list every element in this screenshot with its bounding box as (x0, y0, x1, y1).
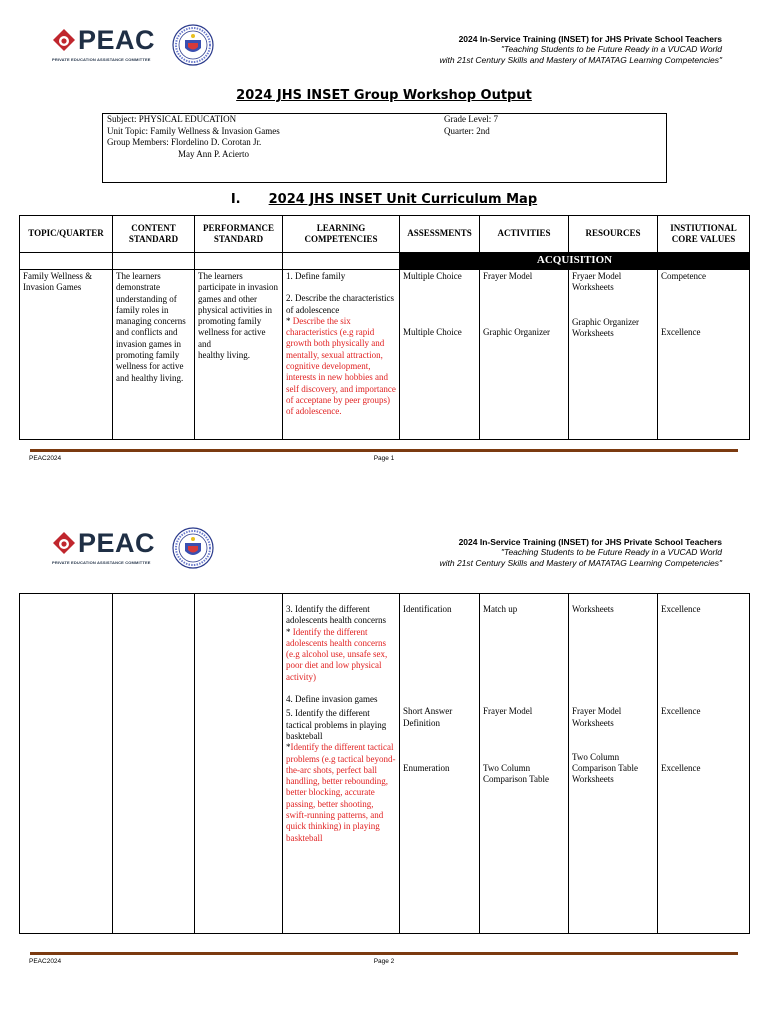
competency-4: 4. Define invasion games (286, 694, 378, 705)
competency-5: 5. Identify the different tactical problems in playing baskteball (286, 708, 387, 741)
deped-seal-icon (172, 24, 214, 66)
assessment-1: Multiple Choice (403, 271, 462, 281)
core-value-3: Excellence (661, 604, 701, 614)
footer-rule (30, 952, 738, 955)
competency-2: 2. Describe the characteristics of adolescence (286, 293, 394, 315)
detail-marker: * (286, 315, 293, 326)
header-line-1: 2024 In-Service Training (INSET) for JHS Private School Teachers (458, 34, 722, 44)
core-value-1: Competence (661, 271, 706, 281)
performance-standard-text-2: healthy living. (198, 350, 250, 361)
competency-2-detail (286, 316, 396, 418)
col-resources: RESOURCES (569, 216, 658, 253)
grade-level-line: Grade Level: 7 (444, 114, 498, 124)
table-header-row (20, 216, 750, 253)
performance-standard-cell (195, 270, 283, 440)
document-title: 2024 JHS INSET Group Workshop Output (236, 88, 532, 103)
resource-4: Frayer Model Worksheets (572, 706, 622, 728)
header-line-1: 2024 In-Service Training (INSET) for JHS Private School Teachers (458, 537, 722, 547)
logo-subtext: PRIVATE EDUCATION ASSISTANCE COMMITTEE (52, 57, 151, 62)
core-value-2: Excellence (661, 327, 701, 338)
unit-topic-line: Unit Topic: Family Wellness & Invasion Games (107, 125, 280, 136)
training-header (322, 537, 722, 568)
competency-3-highlight: Identify the different adolescents health concerns (e.g alcohol use, unsafe sex, poor diet and low physical activity) (286, 626, 388, 682)
resource-2: Graphic Organizer Worksheets (572, 316, 640, 338)
curriculum-map-table-page-2 (19, 593, 750, 934)
group-member-2: May Ann P. Acierto (178, 148, 249, 159)
page-1 (0, 0, 768, 500)
table-row (20, 270, 750, 440)
assessment-2: Multiple Choice (403, 327, 462, 338)
activity-3: Match up (483, 604, 518, 614)
activity-1: Frayer Model (483, 271, 533, 281)
assessment-3: Identification (403, 604, 452, 614)
core-values-cell (658, 594, 750, 934)
peac-logo (52, 26, 222, 66)
activities-cell (480, 594, 569, 934)
activity-2: Graphic Organizer (483, 327, 551, 338)
empty-cell (20, 253, 113, 270)
col-core-values: INSTIUTIONAL CORE VALUES (658, 216, 750, 253)
header-line-3: with 21st Century Skills and Mastery of MATATAG Learning Competencies" (439, 54, 722, 65)
logo-wordmark: PEAC (78, 528, 156, 558)
detail-marker: * (286, 626, 293, 637)
footer-rule (30, 449, 738, 452)
col-assessments: ASSESSMENTS (400, 216, 480, 253)
core-value-5: Excellence (661, 762, 701, 773)
competency-2-highlight: Describe the six characteristics (e.g rapid growth both physically and mentally, sexual attraction, cognitive development, interests in new hobbies and self discovery, and importance of acceptane by peer groups) of adolescence. (286, 315, 396, 417)
activity-5: Two Column Comparison Table (483, 762, 549, 784)
assessment-5: Enumeration (403, 762, 450, 773)
logo-wordmark: PEAC (78, 25, 156, 55)
deped-seal-icon (172, 527, 214, 569)
core-value-4: Excellence (661, 706, 701, 717)
performance-standard-cell (195, 594, 283, 934)
activities-cell (480, 270, 569, 440)
competencies-cell (283, 594, 400, 934)
resource-3: Worksheets (572, 604, 614, 614)
table-row (20, 594, 750, 934)
resources-cell (569, 594, 658, 934)
col-learning-competencies: LEARNING COMPETENCIES (283, 216, 400, 253)
col-content-standard: CONTENT STANDARD (113, 216, 195, 253)
group-members-line: Group Members: Flordelino D. Corotan Jr. (107, 137, 262, 147)
competency-3: 3. Identify the different adolescents health concerns (286, 604, 386, 626)
section-title (0, 192, 768, 207)
col-activities: ACTIVITIES (480, 216, 569, 253)
peac-mark-icon (52, 28, 76, 52)
empty-cell (283, 253, 400, 270)
quarter-line: Quarter: 2nd (444, 125, 490, 136)
peac-mark-icon (52, 531, 76, 555)
peac-logo (52, 529, 222, 569)
page-2 (0, 503, 768, 1003)
empty-cell (195, 253, 283, 270)
core-values-cell (658, 270, 750, 440)
footer-left-text: PEAC2024 (29, 958, 62, 965)
competency-5-highlight: Identify the different tactical problems (e.g tactical beyond-the-arc shots, perfect ball handling, better rebounding, better blocking, accurate passing, better shooting, swift-running patterns, and quick thinking) in playing baskteball (286, 742, 396, 843)
info-left-column (107, 114, 280, 160)
acquisition-row (20, 253, 750, 270)
activity-4: Frayer Model (483, 706, 533, 717)
empty-cell (113, 253, 195, 270)
performance-standard-text: The learners participate in invasion games and other physical activities in promoting family wellness for active and (198, 271, 278, 349)
detail-marker: * (286, 742, 291, 753)
competency-1: 1. Define family (286, 271, 346, 281)
header-line-3: with 21st Century Skills and Mastery of MATATAG Learning Competencies" (439, 557, 722, 568)
col-performance-standard: PERFORMANCE STANDARD (195, 216, 283, 253)
page-number: Page 2 (373, 958, 395, 965)
content-standard-cell: The learners demonstrate understanding of family roles in managing concerns and conflicts and invasion games in promoting family wellness for active and healthy living. (113, 270, 195, 440)
topic-cell (20, 594, 113, 934)
resources-cell (569, 270, 658, 440)
workshop-info-box (102, 113, 667, 183)
subject-line: Subject: PHYSICAL EDUCATION (107, 114, 237, 124)
topic-cell: Family Wellness & Invasion Games (20, 270, 113, 440)
competency-3-detail (286, 627, 396, 683)
page-number: Page 1 (373, 455, 395, 462)
competencies-cell (283, 270, 400, 440)
curriculum-map-table-page-1 (19, 215, 750, 440)
assessment-4: Short Answer Definition (403, 706, 453, 728)
footer-left-text: PEAC2024 (29, 455, 62, 462)
section-title-text: 2024 JHS INSET Unit Curriculum Map (268, 192, 538, 207)
training-header (322, 34, 722, 65)
section-number: I. (230, 192, 241, 207)
header-line-2: "Teaching Students to be Future Ready in a VUCAD World (501, 44, 722, 55)
competency-5-detail (286, 742, 396, 844)
acquisition-banner: ACQUISITION (400, 253, 750, 270)
logo-subtext: PRIVATE EDUCATION ASSISTANCE COMMITTEE (52, 560, 151, 565)
resource-5: Two Column Comparison Table Worksheets (572, 751, 638, 785)
content-standard-cell (113, 594, 195, 934)
col-topic-quarter: TOPIC/QUARTER (20, 216, 113, 253)
assessments-cell (400, 594, 480, 934)
header-line-2: "Teaching Students to be Future Ready in a VUCAD World (501, 547, 722, 558)
resource-1: Fryaer Model Worksheets (572, 271, 622, 293)
assessments-cell (400, 270, 480, 440)
info-right-column (444, 114, 498, 137)
